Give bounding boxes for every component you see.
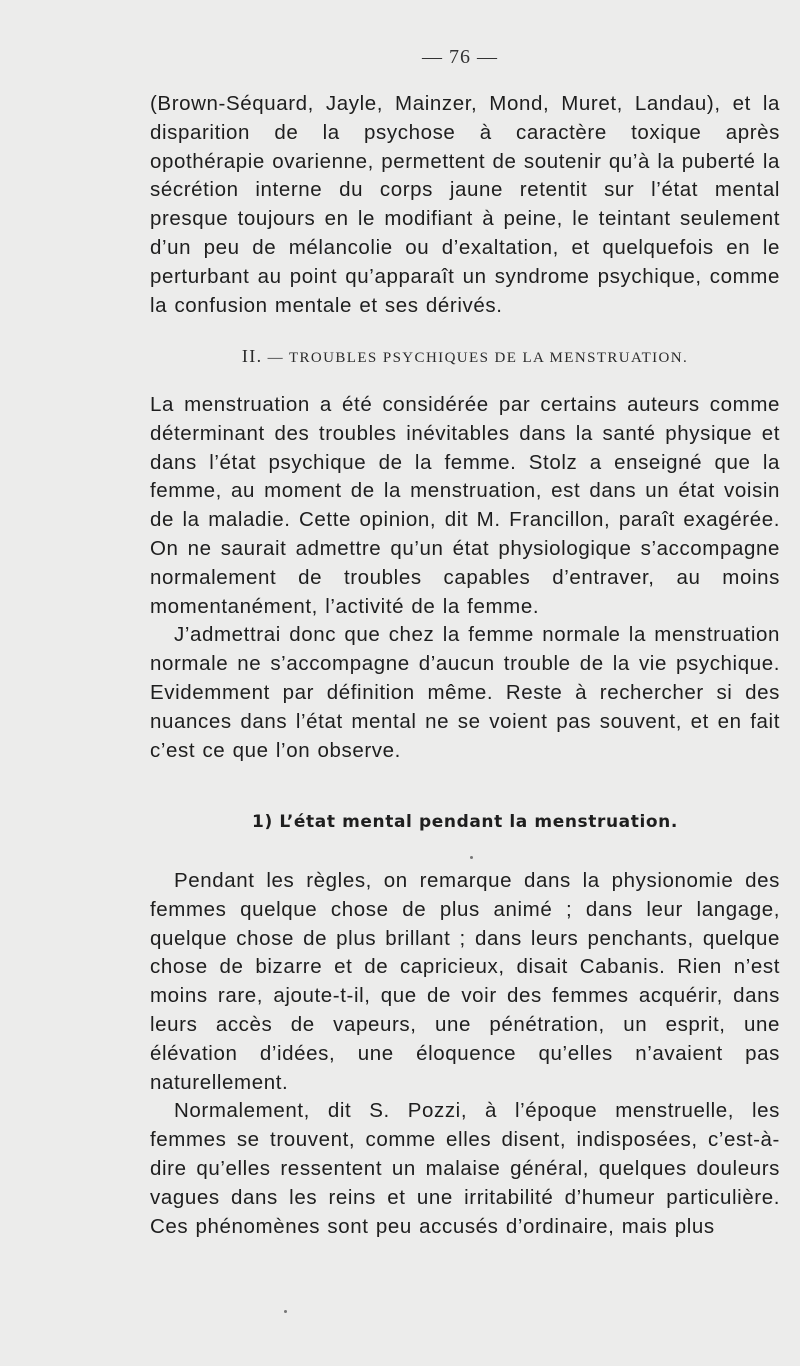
section-number: II.	[241, 346, 263, 366]
section-paragraph-1: La menstruation a été considérée par certains auteurs comme déterminant des troubles inévitables dans la santé physique et dans l’état psychique de la femme. Stolz a enseigné que la femme, au moment de la menstruation, est dans un état voisin de la maladie. Cette opinion, dit M. Francillon, paraît exagérée. On ne saurait admettre qu’un état physiologique s’accompagne normalement de troubles capables d’entraver, au moins momentanément, l’activité de la femme.	[150, 393, 780, 618]
section-dash: —	[267, 350, 285, 366]
subsection-body	[150, 867, 780, 1241]
subsection-paragraph-1: Pendant les règles, on remarque dans la physionomie des femmes quelque chose de plus animé ; dans leur langage, quelque chose de plus brillant ; dans leurs penchants, quelque chose de bizarre et de capricieux, disait Cabanis. Rien n’est moins rare, ajoute-t-il, que de voir des femmes acquérir, dans leurs accès de vapeurs, une pénétration, un esprit, une élévation d’idées, une éloquence qu’elles n’avaient pas naturellement.	[150, 869, 780, 1094]
subsection-paragraph-2: Normalement, dit S. Pozzi, à l’époque menstruelle, les femmes se trouvent, comme elles disent, indisposées, c’est-à-dire qu’elles ressentent un malaise général, quelques douleurs vagues dans les reins et une irritabilité d’humeur particulière. Ces phénomènes sont peu accusés d’ordinaire, mais plus	[150, 1099, 780, 1238]
intro-block	[150, 90, 780, 320]
intro-paragraph: (Brown-Séquard, Jayle, Mainzer, Mond, Muret, Landau), et la disparition de la psychose à caractère toxique après opothérapie ovarienne, permettent de soutenir qu’à la puberté la sécrétion interne du corps jaune retentit sur l’état mental presque toujours en le modifiant à peine, le teintant seulement d’un peu de mélancolie ou d’exaltation, et quelquefois en le perturbant au point qu’apparaît un syndrome psychique, comme la confusion mentale et ses dérivés.	[150, 92, 780, 317]
section-heading	[150, 346, 780, 367]
section-paragraph-2: J’admettrai donc que chez la femme normale la menstruation normale ne s’accompagne d’aucun trouble de la vie psychique. Evidemment par définition même. Reste à rechercher si des nuances dans l’état mental ne se voient pas souvent, et en fait c’est ce que l’on observe.	[150, 623, 780, 762]
page-number: — 76 —	[422, 46, 498, 68]
section-body	[150, 391, 780, 765]
subsection-heading: 1) L’état mental pendant la menstruation.	[252, 812, 678, 832]
section-title: TROUBLES PSYCHIQUES DE LA MENSTRUATION.	[288, 350, 689, 366]
paper-speck	[470, 856, 473, 859]
paper-speck	[284, 1310, 287, 1313]
